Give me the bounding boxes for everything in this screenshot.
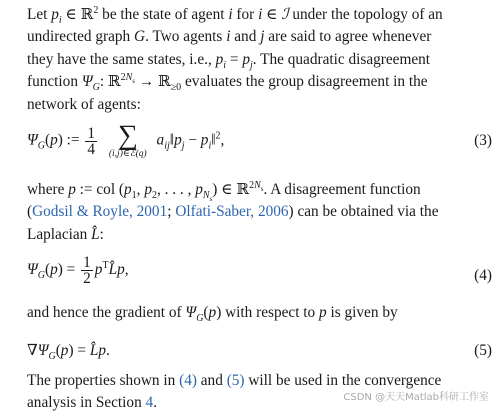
text-line: (Godsil & Royle, 2001; Olfati-Saber, 2006) can be obtained via the	[27, 203, 439, 221]
text-line: they have the same states, i.e., $p_i = p_j$. The quadratic disagreement	[27, 50, 431, 71]
equation-3	[27, 121, 492, 171]
paragraph-gradient	[27, 302, 492, 324]
citation-link-olfati[interactable]: Olfati-Saber, 2006	[175, 203, 289, 221]
paragraph-disagreement-function	[27, 179, 492, 246]
equation-ref-4[interactable]: (4)	[179, 372, 197, 389]
summation-symbol: ∑ (i,j)∈ℰ(q)	[108, 120, 147, 159]
equation-4-body: $\Psi_G(p)$ = $\frac{1}{2}$ $p^TL̂p$,	[27, 254, 129, 287]
equation-5-body: $\nabla\Psi_G(p)$ = L̂p.	[27, 342, 110, 363]
watermark: CSDN @天天Matlab科研工作室	[343, 391, 489, 403]
paragraph-state-definition	[27, 4, 492, 116]
equation-number: (4)	[474, 267, 492, 284]
text-line: undirected graph G. Two agents i and j are said to agree whenever	[27, 28, 432, 46]
text-line: function $\Psi_G$: ℝ$^{2N_s}$ → ℝ$_{\ge 0}$ evaluates the group disagreement in the	[27, 72, 428, 94]
text-line: where p := col ($p_1$, $p_2$, . . . , $p_{N_s}$) ∈ ℝ$^{2N_s}$. A disagreement function	[27, 179, 421, 204]
fraction-one-quarter: $\frac{1}{4}$	[87, 124, 96, 158]
text-line: Laplacian L̂:	[27, 225, 104, 243]
text-line: network of agents:	[27, 95, 141, 113]
equation-number: (3)	[474, 132, 492, 149]
equation-5	[27, 340, 492, 364]
text-line: and hence the gradient of $\Psi_G(p)$ with respect to p is given by	[27, 304, 398, 325]
fraction-one-half: $\frac{1}{2}$	[83, 254, 91, 287]
citation-link-godsil[interactable]: Godsil & Royle, 2001	[32, 203, 168, 221]
equation-number: (5)	[474, 342, 492, 359]
equation-3-body: $\Psi_G(p)$ := $\frac{1}{4}$ ∑ (i,j)∈ℰ(q) $a_{ij}‖p_j$ − $p_i‖^2$,	[27, 120, 225, 159]
text-line: analysis in Section 4.	[27, 394, 158, 412]
equation-4	[27, 255, 492, 295]
section-ref-4[interactable]: 4	[145, 394, 154, 412]
equation-ref-5[interactable]: (5)	[226, 372, 245, 389]
text-line: Let $p_i$ ∈ ℝ$^2$ be the state of agent i for i ∈ ℐ under the topology of an	[27, 4, 443, 27]
text-line: The properties shown in (4) and (5) will be used in the convergence	[27, 372, 442, 389]
